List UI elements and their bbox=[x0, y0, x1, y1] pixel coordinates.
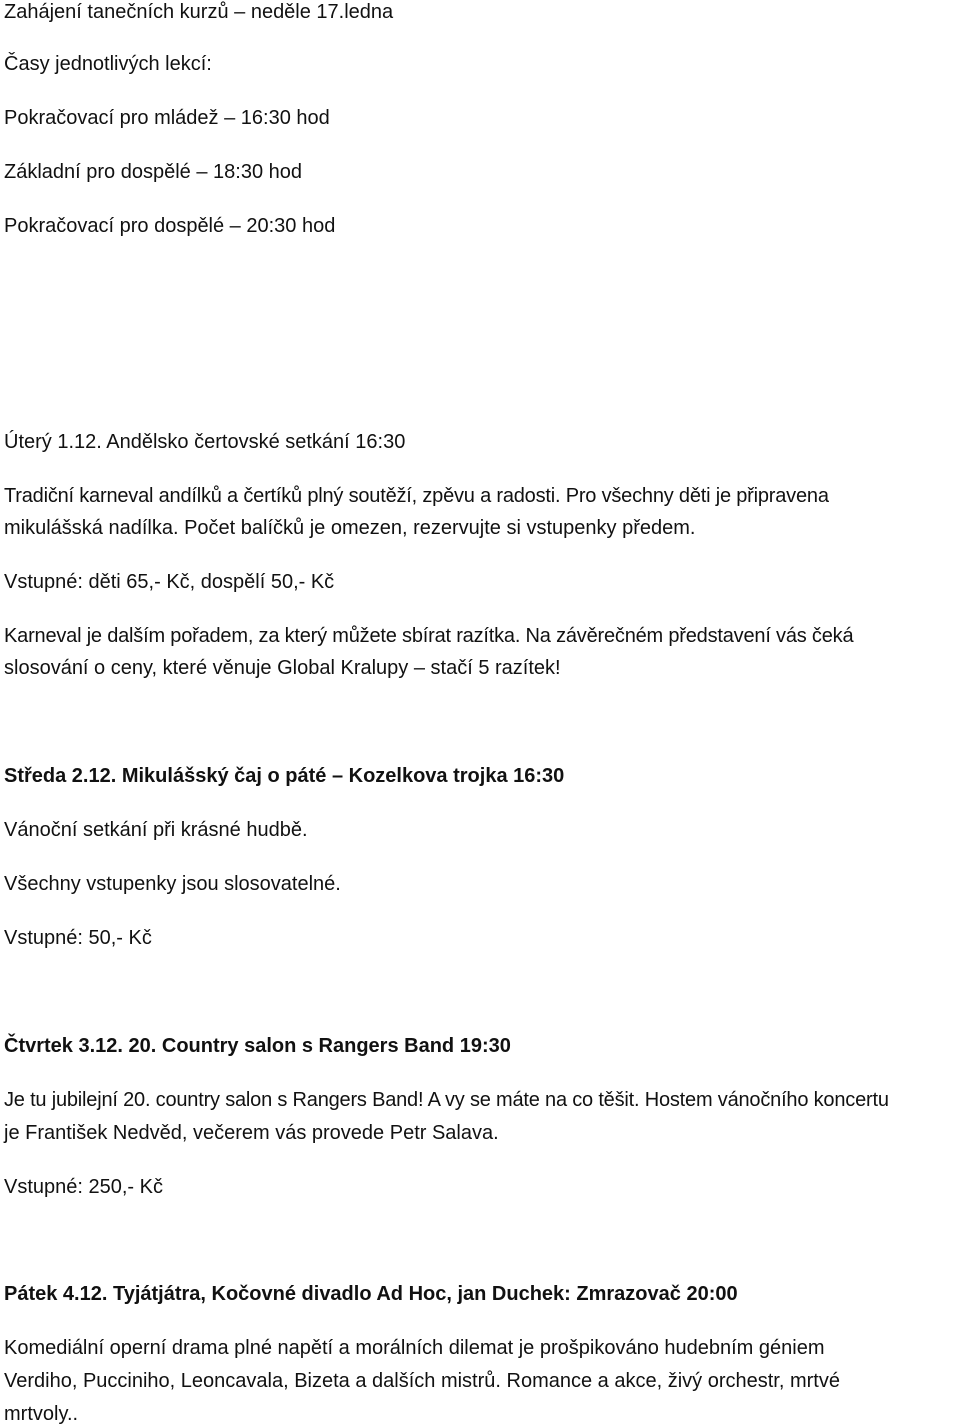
event-description: Verdiho, Pucciniho, Leoncavala, Bizeta a dalších mistrů. Romance a akce, živý orchestr, mrtvé bbox=[4, 1370, 840, 1392]
event-heading: Úterý 1.12. Andělsko čertovské setkání 16:30 bbox=[4, 431, 406, 453]
event-note: Karneval je dalším pořadem, za který můžete sbírat razítka. Na závěrečném představení vás čeká bbox=[4, 625, 854, 647]
event-description: mikulášská nadílka. Počet balíčků je omezen, rezervujte si vstupenky předem. bbox=[4, 517, 696, 539]
times-heading: Časy jednotlivých lekcí: bbox=[4, 53, 212, 75]
lesson-item: Základní pro dospělé – 18:30 hod bbox=[4, 161, 302, 183]
event-price: Vstupné: děti 65,- Kč, dospělí 50,- Kč bbox=[4, 571, 335, 593]
event-description: je František Nedvěd, večerem vás provede Petr Salava. bbox=[4, 1122, 499, 1144]
event-note: slosování o ceny, které věnuje Global Kralupy – stačí 5 razítek! bbox=[4, 657, 561, 679]
event-description: Tradiční karneval andílků a čertíků plný soutěží, zpěvu a radosti. Pro všechny děti je připravena bbox=[4, 485, 829, 507]
event-price: Vstupné: 250,- Kč bbox=[4, 1176, 163, 1198]
lesson-item: Pokračovací pro mládež – 16:30 hod bbox=[4, 107, 330, 129]
event-description: Komediální operní drama plné napětí a morálních dilemat je prošpikováno hudebním géniem bbox=[4, 1337, 825, 1359]
event-description: Všechny vstupenky jsou slosovatelné. bbox=[4, 873, 341, 895]
lesson-item: Pokračovací pro dospělé – 20:30 hod bbox=[4, 215, 336, 237]
event-description: Vánoční setkání při krásné hudbě. bbox=[4, 819, 308, 841]
event-heading: Středa 2.12. Mikulášský čaj o páté – Kozelkova trojka 16:30 bbox=[4, 765, 565, 787]
event-description: mrtvoly.. bbox=[4, 1403, 79, 1425]
event-description: Je tu jubilejní 20. country salon s Rangers Band! A vy se máte na co těšit. Hostem vánočního koncertu bbox=[4, 1089, 889, 1111]
event-heading: Čtvrtek 3.12. 20. Country salon s Rangers Band 19:30 bbox=[4, 1035, 511, 1057]
event-heading: Pátek 4.12. Tyjátjátra, Kočovné divadlo Ad Hoc, jan Duchek: Zmrazovač 20:00 bbox=[4, 1283, 738, 1305]
event-price: Vstupné: 50,- Kč bbox=[4, 927, 152, 949]
intro-title: Zahájení tanečních kurzů – neděle 17.ledna bbox=[4, 1, 394, 23]
